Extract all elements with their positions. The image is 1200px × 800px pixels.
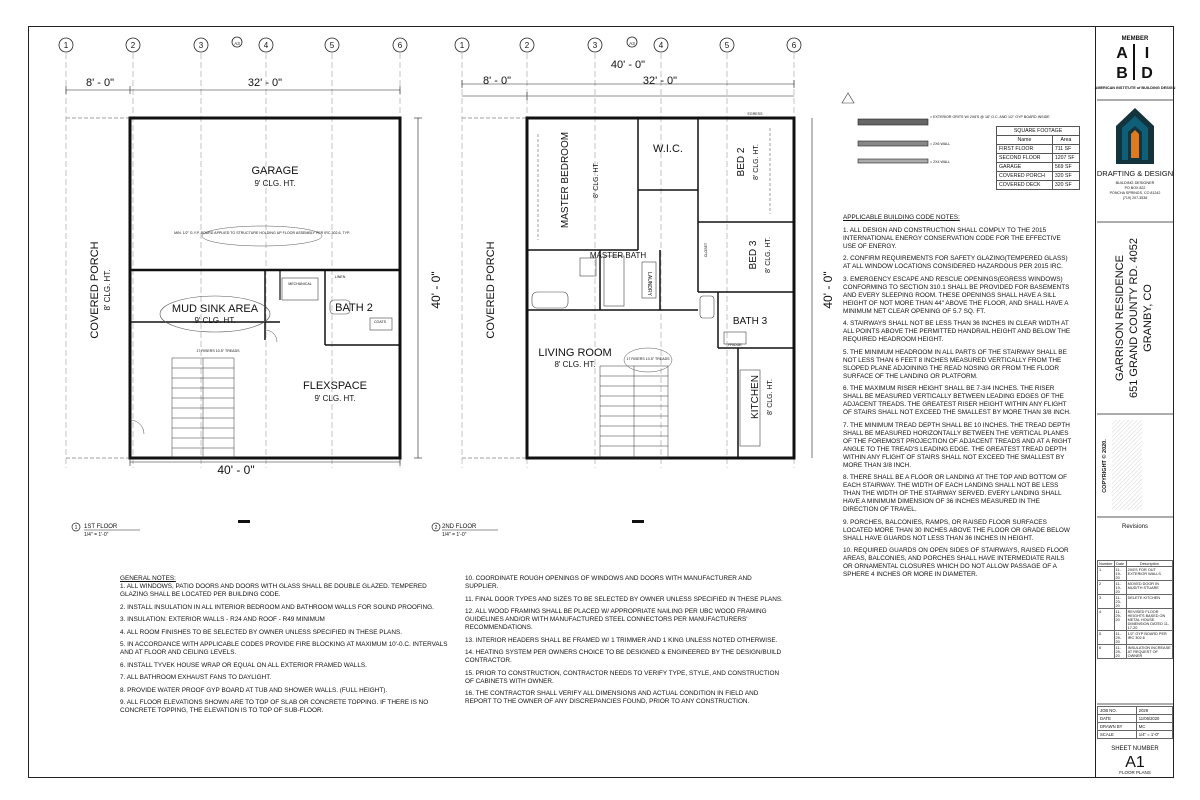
stair-note: 17 RISERS 10.5" TREADS [626, 357, 670, 361]
table-row: 4 11-29-20 REVISED FLOOR HEIGHTS BASED ON METAL HOUSE DIMENSION DATED 11-17-20 [1098, 609, 1173, 631]
building-code-notes [843, 214, 1075, 584]
note-item: 5. THE MINIMUM HEADROOM IN ALL PARTS OF THE STAIRWAY SHALL BE NOT LESS THAN 6 FEET 8 INCHES MEASURED VERTICALLY FROM THE SLOPED PLANE ADJOINING THE READ NOSING OR FROM THE FLOOR SURFACE OF THE LANDING OR PLATFORM. [843, 348, 1067, 380]
table-row: FIRST FLOOR 711 SF [997, 145, 1080, 154]
plan-title: 1ST FLOOR [84, 524, 118, 530]
note-item: 3. INSULATION: EXTERIOR WALLS - R24 AND ROOF - R49 MINIMUM [120, 616, 325, 623]
revisions-title: Revisions [1121, 524, 1149, 530]
plan2-overall-width-dimension: 32' - 0" [642, 75, 678, 87]
plan1-overall-width-dimension: 32' - 0" [247, 77, 283, 89]
grid-label: A3 [234, 41, 240, 46]
note-item: 13. INTERIOR HEADERS SHALL BE FRAMED W/ 1 TRIMMER AND 1 KING UNLESS NOTED OTHERWISE. [465, 636, 778, 644]
note-item: 10. COORDINATE ROUGH OPENINGS OF WINDOWS AND DOORS WITH MANUFACTURER AND SUPPLIER. [465, 575, 752, 590]
svg-text:D: D [1141, 65, 1153, 82]
note-item: 2. CONFIRM REQUIREMENTS FOR SAFETY GLAZING(TEMPERED GLASS) AT ALL WINDOW LOCATIONS CONSIDERED HAZARDOUS PER 2015 IRC. [843, 255, 1068, 270]
sheet-number: A1 [1125, 754, 1145, 771]
column-header: Description [1126, 561, 1172, 567]
room-name: BATH 2 [335, 302, 373, 314]
room-name: LIVING ROOM [538, 347, 612, 359]
table-row: GARAGE 569 SF [997, 163, 1080, 172]
plan1-grid-bubbles [59, 37, 407, 468]
note-item: 7. THE MINIMUM TREAD DEPTH SHALL BE 10 INCHES. THE TREAD DEPTH SHALL BE MEASURED HORIZONTALLY BETWEEN THE VERTICAL PLANES OF THE FOREMOST PROJECTION OF ADJACENT TREADS AND AT A RIGHT ANGLE TO THE TREAD'S LEADING EDGE. THE GREATEST TREAD DEPTH WITHIN ANY FLIGHT OF STAIRS SHALL NOT EXCEED THE SMALLEST BY MORE THAN 3/8 INCH. [843, 421, 1072, 469]
room-ceiling-height: 9' CLG. HT. [254, 179, 296, 188]
room-name: BED 3 [748, 240, 759, 270]
table-row: 6 11-29-20 INSULATION INCREASE AT REQUEST OF OWNER [1099, 645, 1171, 658]
table-row: DRAWN BY MC [1098, 723, 1173, 731]
porch-label: COVERED PORCH [485, 241, 497, 339]
room-name: MASTER BATH [589, 251, 647, 260]
notes-title: GENERAL NOTES: [120, 575, 176, 582]
column-header: Date [1114, 561, 1126, 567]
note-item: 2. INSTALL INSULATION IN ALL INTERIOR BEDROOM AND BATHROOM WALLS FOR SOUND PROOFING. [120, 603, 434, 611]
room-ceiling-height: 8' CLG. HT. [554, 360, 596, 369]
room-name: BED 2 [736, 147, 747, 177]
sheet-title: FLOOR PLANS [1119, 770, 1151, 775]
room-tag: LINEN [334, 275, 346, 279]
note-item: 1. ALL DESIGN AND CONSTRUCTION SHALL COMPLY TO THE 2015 INTERNATIONAL ENERGY CONSERVATION CODE FOR THE EFFECTIVE USE OF ENERGY. [843, 226, 1061, 250]
svg-text:PO BOX 822: PO BOX 822 [1124, 186, 1146, 190]
table-row: COVERED PORCH 320 SF [997, 172, 1080, 181]
garage-gyp-note: MIN. 1/2" G.Y.P. BOARD APPLIED TO STRUCTURE HOLDING UP FLOOR ASSEMBLY PER IRC 302.6, TYP. [174, 231, 350, 235]
note-item: 8. THERE SHALL BE A FLOOR OR LANDING AT THE TOP AND BOTTOM OF EACH STAIRWAY. THE WIDTH OF EACH LANDING SHALL NOT BE LESS THAN THE WIDTH OF THE STAIRWAY SERVED. EVERY LANDING SHALL HAVE A MINIMUM DIMENSION OF 36 INCHES MEASURED IN THE DIRECTION OF TRAVEL. [843, 474, 1067, 513]
room-tag: MECHANICAL [288, 282, 312, 286]
note-item: 9. ALL FLOOR ELEVATIONS SHOWN ARE TO TOP OF SLAB OR CONCRETE TOPPING. IF THERE IS NO CONCRETE TOPPING, THE ELEVATION IS TO TOP OF SUB-FLOOR. [120, 699, 429, 714]
porch-width-dimension: 8' - 0" [85, 77, 115, 89]
room-name: MUD SINK AREA [171, 303, 259, 315]
job-info-table [1097, 706, 1173, 739]
table-row: 1 11-19-20 2X6'S FOR OUT EXTERIOR WALLS [1098, 567, 1173, 581]
svg-text:AMERICAN INSTITUTE of BUILDING: AMERICAN INSTITUTE of BUILDING DESIGN [1094, 86, 1176, 90]
square-footage-table [996, 126, 1080, 190]
table-row: 3 11-23-20 DELETE KITCHEN [1098, 595, 1173, 609]
table-row: JOB NO. 2029 [1098, 707, 1173, 715]
svg-text:DRAFTING & DESIGN: DRAFTING & DESIGN [1096, 169, 1174, 178]
svg-text:GRANBY, CO: GRANBY, CO [1142, 284, 1154, 352]
column-header: Area [1052, 136, 1079, 145]
svg-text:MEMBER: MEMBER [1121, 36, 1149, 42]
room-tag: EGRESS [747, 112, 763, 116]
grid-label: 4 [658, 41, 664, 50]
note-item: 6. THE MAXIMUM RISER HEIGHT SHALL BE 7-3/4 INCHES. THE RISER SHALL BE MEASURED VERTICALLY BETWEEN LEADING EDGES OF THE ADJACENT TREADS. THE GREATEST RISER HEIGHT WITHIN ANY FLIGHT OF STAIRS SHALL NOT EXCEED THE SMALLEST BY MORE THAN 3/8 INCH. [843, 385, 1071, 416]
plan2-total-width-dimension: 40' - 0" [610, 59, 646, 71]
svg-text:I: I [1144, 45, 1150, 62]
note-item: 3. EMERGENCY ESCAPE AND RESCUE OPENINGS(EGRESS WINDOWS) CONFORMING TO SECTION 310.1 SHALL BE PROVIDED FOR BASEMENTS AND EVERY SLEEPING ROOM. THESE OPENINGS SHALL HAVE A SILL HEIGHT OF NOT MORE THAN 44" ABOVE THE FLOOR, AND SHALL HAVE A MINIMUM NET CLEAR OPENING OF 5.7 SQ. FT. [843, 275, 1070, 315]
revisions-table [1097, 560, 1173, 659]
svg-text:A: A [1116, 45, 1128, 62]
svg-text:PONCHA SPRINGS, CO 81242: PONCHA SPRINGS, CO 81242 [1109, 191, 1161, 195]
grid-label: 1 [459, 41, 465, 50]
room-ceiling-height: 9' CLG. HT. [314, 394, 356, 403]
room-name: MASTER BEDROOM [560, 131, 571, 229]
grid-label: 1 [63, 41, 69, 50]
porch-width-dimension: 8' - 0" [482, 75, 512, 87]
plan-scale: 1/4" = 1'-0" [84, 532, 109, 538]
porch-ceiling-height: 8' CLG. HT. [103, 269, 112, 311]
room-ceiling-height: 9' CLG. HT. [194, 316, 236, 325]
plan-title: 2ND FLOOR [442, 524, 477, 530]
svg-text:GARRISON RESIDENCE: GARRISON RESIDENCE [1114, 255, 1126, 381]
porch-label: COVERED PORCH [89, 241, 101, 339]
note-item: 7. ALL BATHROOM EXHAUST FANS TO DAYLIGHT. [120, 674, 272, 681]
table-row: COVERED DECK 320 SF [997, 181, 1080, 190]
grid-label: A3 [629, 41, 635, 46]
grid-label: 4 [263, 41, 269, 50]
note-item: 8. PROVIDE WATER PROOF GYP BOARD AT TUB AND SHOWER WALLS. (FULL HEIGHT). [120, 686, 388, 694]
table-title: SQUARE FOOTAGE [997, 127, 1080, 136]
room-ceiling-height: 8' CLG. HT. [767, 379, 774, 415]
grid-label: 3 [198, 41, 204, 50]
legend-label: = 2X6 WALL [930, 142, 951, 146]
note-item: 15. PRIOR TO CONSTRUCTION, CONTRACTOR NEEDS TO VERIFY TYPE, STYLE, AND CONSTRUCTION OF CABINETS WITH OWNER. [465, 669, 780, 685]
note-item: 11. FINAL DOOR TYPES AND SIZES TO BE SELECTED BY OWNER UNLESS SPECIFIED IN THESE PLANS. [465, 595, 783, 603]
grid-label: 2 [524, 41, 530, 50]
table-row: SECOND FLOOR 1207 SF [997, 154, 1080, 163]
svg-text:(719) 207-3538: (719) 207-3538 [1122, 196, 1148, 200]
room-ceiling-height: 8' CLG. HT. [593, 162, 600, 198]
view-marker: 1 [74, 525, 78, 531]
note-item: 1. ALL WINDOWS, PATIO DOORS AND DOORS WITH GLASS SHALL BE DOUBLE GLAZED. TEMPERED GLAZING SHALL BE LOCATED PER BUILDING CODE. [120, 583, 427, 598]
svg-text:COPYRIGHT © 2020.: COPYRIGHT © 2020. [1102, 439, 1108, 493]
sheet-number-label: SHEET NUMBER [1111, 746, 1159, 752]
first-floor-plan [66, 77, 443, 538]
grid-label: 5 [329, 41, 335, 50]
table-row: SCALE 1/4" = 1'-0" [1098, 731, 1173, 739]
room-name: KITCHEN [750, 375, 761, 419]
second-floor-plan [432, 59, 835, 538]
room-name: LAUNDRY [646, 272, 652, 296]
table-row: 2 11-19-20 MOVED DOOR IN MUD/TH STUARE [1098, 581, 1173, 595]
general-notes-col2 [465, 575, 785, 711]
grid-label: 6 [791, 41, 797, 50]
plan1-side-dimension: 40' - 0" [429, 271, 443, 309]
room-tag: COATS [373, 320, 387, 324]
table-row: 5 11-29-20 1/2" GYP BOARD PER IRC 302.6 [1098, 631, 1173, 645]
svg-text:BUILDING DESIGNER: BUILDING DESIGNER [1115, 181, 1155, 185]
stair-note: 17 RISERS 10.5" TREADS [196, 349, 240, 353]
plan-scale: 1/4" = 1'-0" [442, 532, 467, 538]
grid-label: 6 [397, 41, 403, 50]
column-header: Name [997, 136, 1053, 145]
room-name: W.I.C. [653, 143, 683, 155]
column-header: Number [1099, 561, 1113, 566]
note-item: 6. INSTALL TYVEK HOUSE WRAP OR EQUAL ON ALL EXTERIOR FRAMED WALLS. [120, 661, 367, 669]
note-item: 14. HEATING SYSTEM PER OWNERS CHOICE TO BE DESIGNED & ENGINEERED BY THE DESIGN/BUILD CONTRACTOR. [465, 649, 782, 664]
grid-label: 3 [592, 41, 598, 50]
note-item: 4. ALL ROOM FINISHES TO BE SELECTED BY OWNER UNLESS SPECIFIED IN THESE PLANS. [120, 628, 402, 636]
room-ceiling-height: 8' CLG. HT. [765, 237, 772, 273]
table-row: DATE 11/06/2020 [1098, 715, 1173, 723]
room-name: FLEXSPACE [303, 380, 367, 392]
note-item: 12. ALL WOOD FRAMING SHALL BE PLACED W/ APPROPRIATE NAILING PER UBC WOOD FRAMING GUIDELINES AND/OR WITH MANUFACTURED STEEL CONNECTORS PER MANUFACTURERS' RECOMMENDATIONS. [465, 608, 767, 631]
title-block [1096, 26, 1174, 778]
legend-label: = EXTERIOR GRITS W/ 2X6'S @ 16" O.C. AND 1/2" GYP BOARD INSIDE [930, 115, 1050, 119]
svg-text:651 GRAND COUNTY RD. 4052: 651 GRAND COUNTY RD. 4052 [1128, 238, 1140, 398]
grid-label: 5 [724, 41, 730, 50]
room-ceiling-height: 8' CLG. HT. [753, 144, 760, 180]
room-tag: CLOSET [704, 242, 708, 258]
legend-label: = 2X4 WALL [930, 160, 951, 164]
note-item: 9. PORCHES, BALCONIES, RAMPS, OR RAISED FLOOR SURFACES LOCATED MORE THAN 30 INCHES ABOVE THE FLOOR OR GRADE BELOW SHALL HAVE GUARDS NOT LESS THAN 36 INCHES IN HEIGHT. [843, 518, 1070, 542]
note-item: 5. IN ACCORDANCE WITH APPLICABLE CODES PROVIDE FIRE BLOCKING AT MAXIMUM 10'-0.C. INTERVALS AND AT FLOOR AND CEILING LEVELS. [120, 641, 448, 656]
room-name: BATH 3 [732, 316, 768, 327]
note-item: 4. STAIRWAYS SHALL NOT BE LESS THAN 36 INCHES IN CLEAR WIDTH AT ALL POINTS ABOVE THE PERMITTED HANDRAIL HEIGHT AND BELOW THE REQUIRED HEADROOM HEIGHT. [843, 320, 1071, 343]
plan1-bottom-dimension: 40' - 0" [217, 463, 255, 477]
room-tag: FRIDGE [728, 343, 742, 347]
view-marker: 2 [434, 525, 438, 531]
notes-title: APPLICABLE BUILDING CODE NOTES: [843, 214, 960, 221]
note-item: 16. THE CONTRACTOR SHALL VERIFY ALL DIMENSIONS AND ACTUAL CONDITION IN FIELD AND REPORT TO THE OWNER OF ANY DISCREPANCIES FOUND, PRIOR TO ANY CONSTRUCTION. [465, 690, 759, 705]
general-notes-col1 [120, 575, 450, 720]
plan2-side-dimension: 40' - 0" [821, 271, 835, 309]
grid-label: 2 [130, 41, 136, 50]
svg-text:B: B [1116, 65, 1128, 82]
note-item: 10. REQUIRED GUARDS ON OPEN SIDES OF STAIRWAYS, RAISED FLOOR AREAS, BALCONIES, AND PORCHES SHALL HAVE INTERMEDIATE RAILS OR ORNAMENTAL CLOSURES WHICH DO NOT ALLOW PASSAGE OF A SPHERE 4 INCHES OR MORE IN DIAMETER. [843, 547, 1069, 578]
room-name: GARAGE [251, 165, 299, 177]
